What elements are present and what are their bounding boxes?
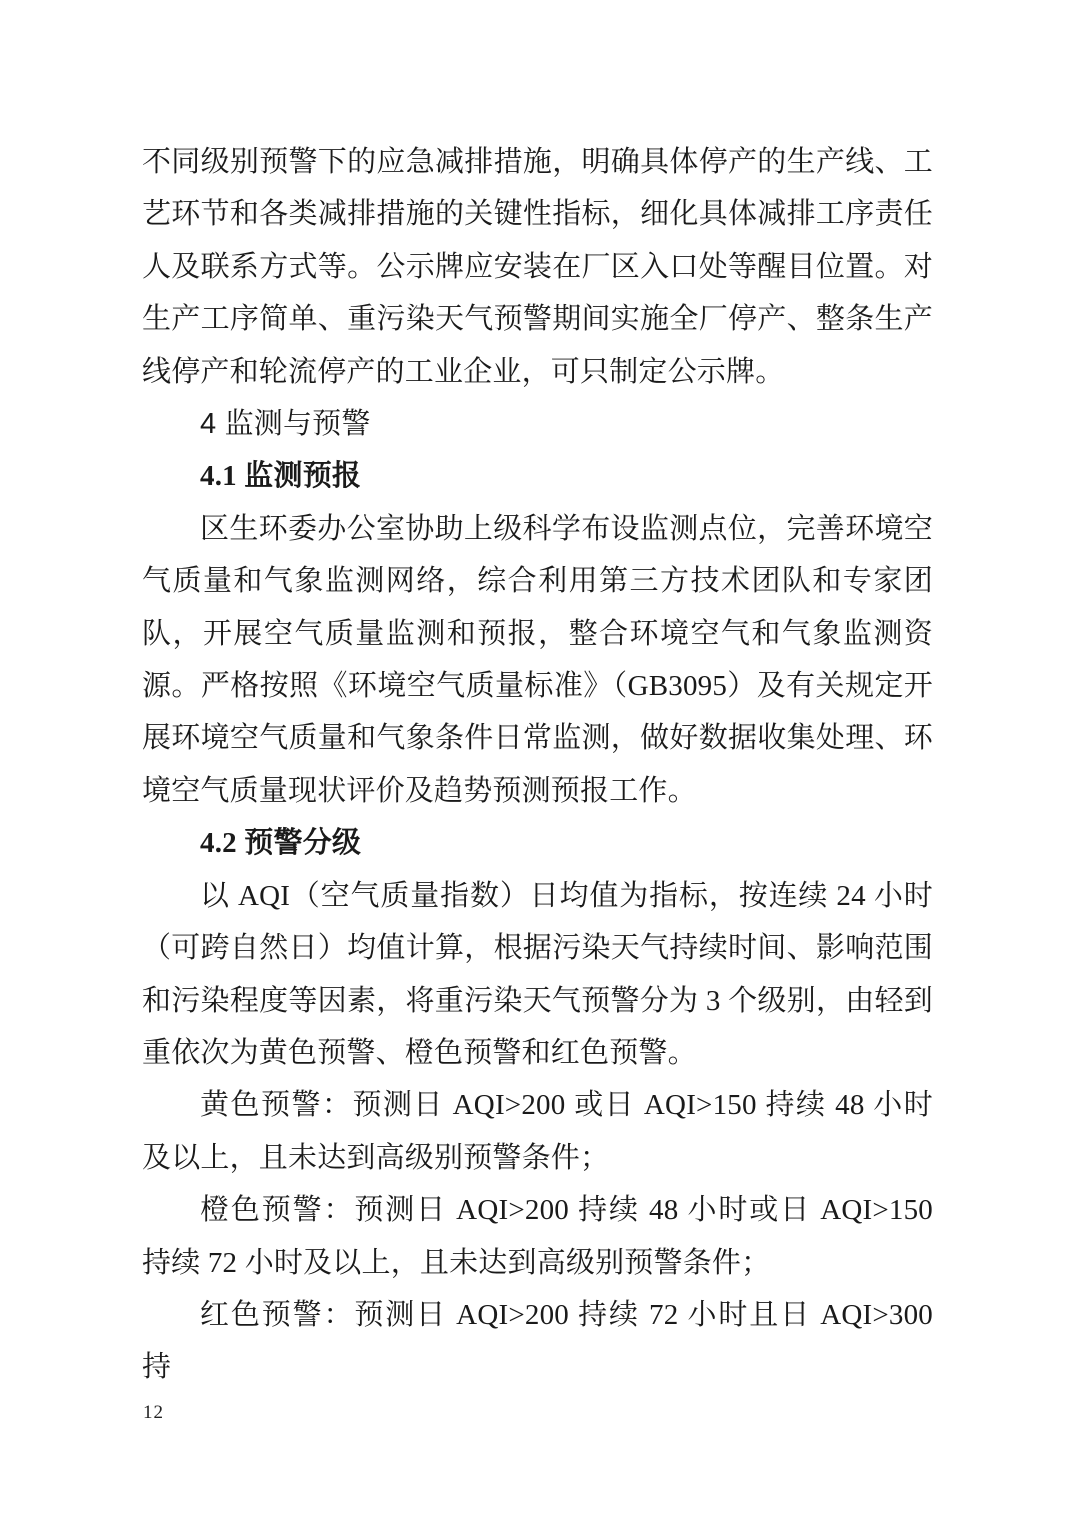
paragraph: 红色预警：预测日 AQI>200 持续 72 小时且日 AQI>300 持 — [142, 1298, 933, 1384]
subsection-heading: 4.2 预警分级 — [200, 827, 362, 860]
paragraph: 区生环委办公室协助上级科学布设监测点位，完善环境空气质量和气象监测网络，综合利用第三方技术团队和专家团队，开展空气质量监测和预报，整合环境空气和气象监测资源。严格按照《环境空气质量标准》（GB3095）及有关规定开展环境空气质量和气象条件日常监测，做好数据收集处理、环境空气质量现状评价及趋势预测预报工作。 — [142, 512, 933, 807]
paragraph: 以 AQI（空气质量指数）日均值为指标，按连续 24 小时（可跨自然日）均值计算，根据污染天气持续时间、影响范围和污染程度等因素，将重污染天气预警分为 3 个级别，由轻到重依次为黄色预警、橙色预警和红色预警。 — [142, 879, 933, 1069]
paragraph: 橙色预警：预测日 AQI>200 持续 48 小时或日 AQI>150 持续 72 小时及以上，且未达到高级别预警条件； — [142, 1194, 933, 1279]
paragraph: 黄色预警：预测日 AQI>200 或日 AQI>150 持续 48 小时及以上，且未达到高级别预警条件； — [142, 1089, 933, 1174]
page-number: 12 — [143, 1402, 164, 1423]
subsection-heading: 4.1 监测预报 — [200, 460, 362, 493]
section-heading: 4 监测与预警 — [200, 408, 371, 441]
paragraph: 不同级别预警下的应急减排措施，明确具体停产的生产线、工艺环节和各类减排措施的关键性指标，细化具体减排工序责任人及联系方式等。公示牌应安装在厂区入口处等醒目位置。对生产工序简单、重污染天气预警期间实施全厂停产、整条生产线停产和轮流停产的工业企业，可只制定公示牌。 — [142, 146, 933, 388]
document-body — [142, 136, 933, 1394]
